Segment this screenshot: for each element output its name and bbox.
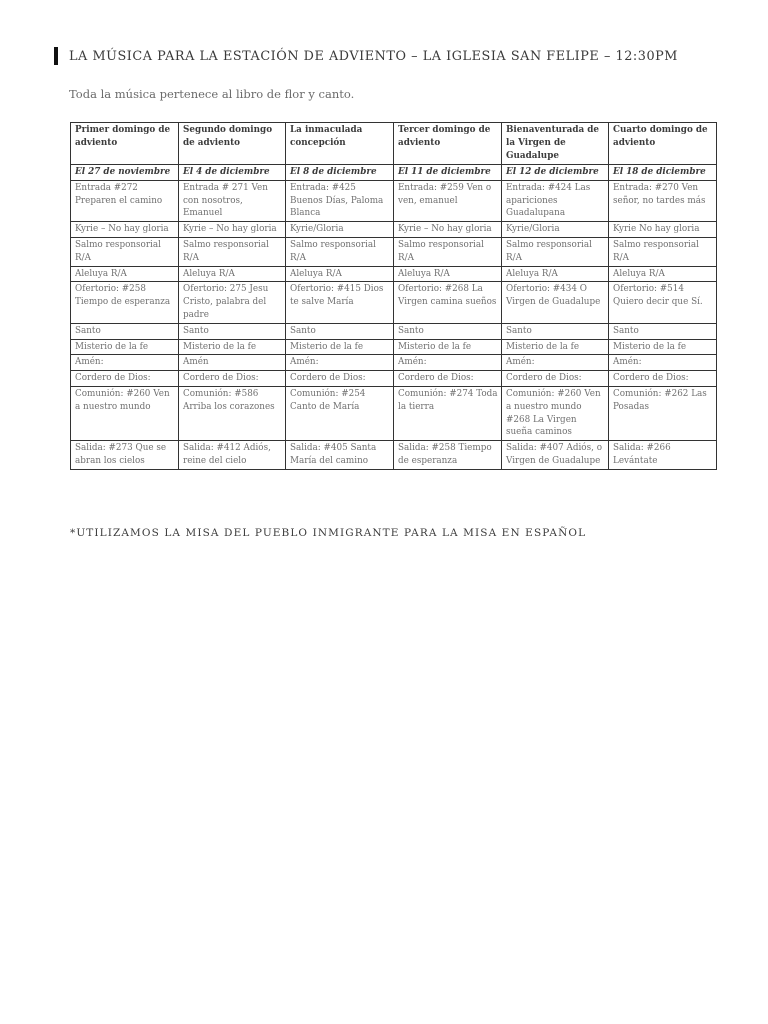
table-cell: Misterio de la fe xyxy=(502,339,609,355)
table-cell: Misterio de la fe xyxy=(394,339,502,355)
table-cell: Kyrie – No hay gloria xyxy=(179,222,286,238)
table-cell: Cordero de Dios: xyxy=(286,371,394,387)
date-cell: El 12 de diciembre xyxy=(502,165,609,181)
table-row-salida xyxy=(71,441,717,470)
table-cell: Kyrie No hay gloria xyxy=(609,222,717,238)
table-cell: Ofertorio: #434 O Virgen de Guadalupe xyxy=(502,282,609,323)
table-cell: Salida: #258 Tiempo de esperanza xyxy=(394,441,502,470)
table-cell: Salida: #266 Levántate xyxy=(609,441,717,470)
table-row-amen xyxy=(71,355,717,371)
table-cell: Salmo responsorial R/A xyxy=(394,237,502,266)
table-row-kyrie xyxy=(71,222,717,238)
table-row-misterio xyxy=(71,339,717,355)
date-cell: El 8 de diciembre xyxy=(286,165,394,181)
date-cell: El 11 de diciembre xyxy=(394,165,502,181)
table-cell: Cordero de Dios: xyxy=(502,371,609,387)
table-cell: Amén: xyxy=(286,355,394,371)
table-cell: Comunión: #262 Las Posadas xyxy=(609,386,717,440)
header-cell: Bienaventurada de la Virgen de Guadalupe xyxy=(502,123,609,165)
table-cell: Kyrie/Gloria xyxy=(286,222,394,238)
table-cell: Salida: #405 Santa María del camino xyxy=(286,441,394,470)
date-cell: El 27 de noviembre xyxy=(71,165,179,181)
table-cell: Salmo responsorial R/A xyxy=(71,237,179,266)
table-cell: Amén: xyxy=(394,355,502,371)
table-cell: Entrada: #425 Buenos Días, Paloma Blanca xyxy=(286,180,394,221)
table-cell: Ofertorio: 275 Jesu Cristo, palabra del padre xyxy=(179,282,286,323)
table-row-salmo xyxy=(71,237,717,266)
table-cell: Entrada: #259 Ven o ven, emanuel xyxy=(394,180,502,221)
table-cell: Misterio de la fe xyxy=(286,339,394,355)
table-cell: Cordero de Dios: xyxy=(179,371,286,387)
table-cell: Santo xyxy=(502,323,609,339)
title-accent-bar xyxy=(54,47,58,65)
table-cell: Santo xyxy=(179,323,286,339)
footnote: *UTILIZAMOS LA MISA DEL PUEBLO INMIGRANTE PARA LA MISA EN ESPAÑOL xyxy=(70,527,587,539)
table-cell: Misterio de la fe xyxy=(179,339,286,355)
table-cell: Salida: #273 Que se abran los cielos xyxy=(71,441,179,470)
date-cell: El 18 de diciembre xyxy=(609,165,717,181)
table-cell: Kyrie/Gloria xyxy=(502,222,609,238)
table-cell: Entrada #272 Preparen el camino xyxy=(71,180,179,221)
table-cell: Salmo responsorial R/A xyxy=(502,237,609,266)
table-cell: Kyrie – No hay gloria xyxy=(394,222,502,238)
table-row-aleluya xyxy=(71,266,717,282)
table-row-santo xyxy=(71,323,717,339)
table-cell: Aleluya R/A xyxy=(286,266,394,282)
table-cell: Cordero de Dios: xyxy=(71,371,179,387)
table-cell: Ofertorio: #258 Tiempo de esperanza xyxy=(71,282,179,323)
table-cell: Comunión: #586 Arriba los corazones xyxy=(179,386,286,440)
table-row-entrada xyxy=(71,180,717,221)
header-cell: Cuarto domingo de adviento xyxy=(609,123,717,165)
table-cell: Salmo responsorial R/A xyxy=(609,237,717,266)
table-cell: Comunión: #260 Ven a nuestro mundo xyxy=(71,386,179,440)
document-title xyxy=(54,46,678,66)
table-cell: Salida: #407 Adiós, o Virgen de Guadalupe xyxy=(502,441,609,470)
title-text: LA MÚSICA PARA LA ESTACIÓN DE ADVIENTO – LA IGLESIA SAN FELIPE – 12:30PM xyxy=(69,48,678,64)
table-cell: Misterio de la fe xyxy=(71,339,179,355)
header-row xyxy=(71,123,717,165)
table-cell: Santo xyxy=(394,323,502,339)
table-cell: Ofertorio: #415 Dios te salve María xyxy=(286,282,394,323)
table-cell: Aleluya R/A xyxy=(179,266,286,282)
table-cell: Aleluya R/A xyxy=(609,266,717,282)
table-cell: Amén: xyxy=(71,355,179,371)
date-cell: El 4 de diciembre xyxy=(179,165,286,181)
table-cell: Santo xyxy=(286,323,394,339)
table-row-cordero xyxy=(71,371,717,387)
table-cell: Salmo responsorial R/A xyxy=(179,237,286,266)
table-cell: Aleluya R/A xyxy=(394,266,502,282)
table-row-comunion xyxy=(71,386,717,440)
header-cell: La inmaculada concepción xyxy=(286,123,394,165)
table-cell: Ofertorio: #268 La Virgen camina sueños xyxy=(394,282,502,323)
table-cell: Salmo responsorial R/A xyxy=(286,237,394,266)
intro-paragraph: Toda la música pertenece al libro de flor y canto. xyxy=(69,87,355,101)
table-cell: Amén: xyxy=(502,355,609,371)
table-cell: Santo xyxy=(609,323,717,339)
table-cell: Amén: xyxy=(609,355,717,371)
music-schedule-table xyxy=(70,122,717,470)
table-cell: Aleluya R/A xyxy=(502,266,609,282)
table-cell: Amén xyxy=(179,355,286,371)
table-cell: Entrada: #270 Ven señor, no tardes más xyxy=(609,180,717,221)
table-cell: Comunión: #274 Toda la tierra xyxy=(394,386,502,440)
header-cell: Primer domingo de adviento xyxy=(71,123,179,165)
table-cell: Aleluya R/A xyxy=(71,266,179,282)
table-cell: Cordero de Dios: xyxy=(394,371,502,387)
table-cell: Comunión: #254 Canto de María xyxy=(286,386,394,440)
table-cell: Ofertorio: #514 Quiero decir que Sí. xyxy=(609,282,717,323)
table-cell: Comunión: #260 Ven a nuestro mundo #268 La Virgen sueña caminos xyxy=(502,386,609,440)
table-cell: Kyrie – No hay gloria xyxy=(71,222,179,238)
header-cell: Tercer domingo de adviento xyxy=(394,123,502,165)
table-cell: Entrada: #424 Las apariciones Guadalupana xyxy=(502,180,609,221)
date-row xyxy=(71,165,717,181)
table-cell: Entrada # 271 Ven con nosotros, Emanuel xyxy=(179,180,286,221)
table-cell: Misterio de la fe xyxy=(609,339,717,355)
table-cell: Cordero de Dios: xyxy=(609,371,717,387)
header-cell: Segundo domingo de adviento xyxy=(179,123,286,165)
table-cell: Santo xyxy=(71,323,179,339)
table-row-ofertorio xyxy=(71,282,717,323)
table-cell: Salida: #412 Adiós, reine del cielo xyxy=(179,441,286,470)
